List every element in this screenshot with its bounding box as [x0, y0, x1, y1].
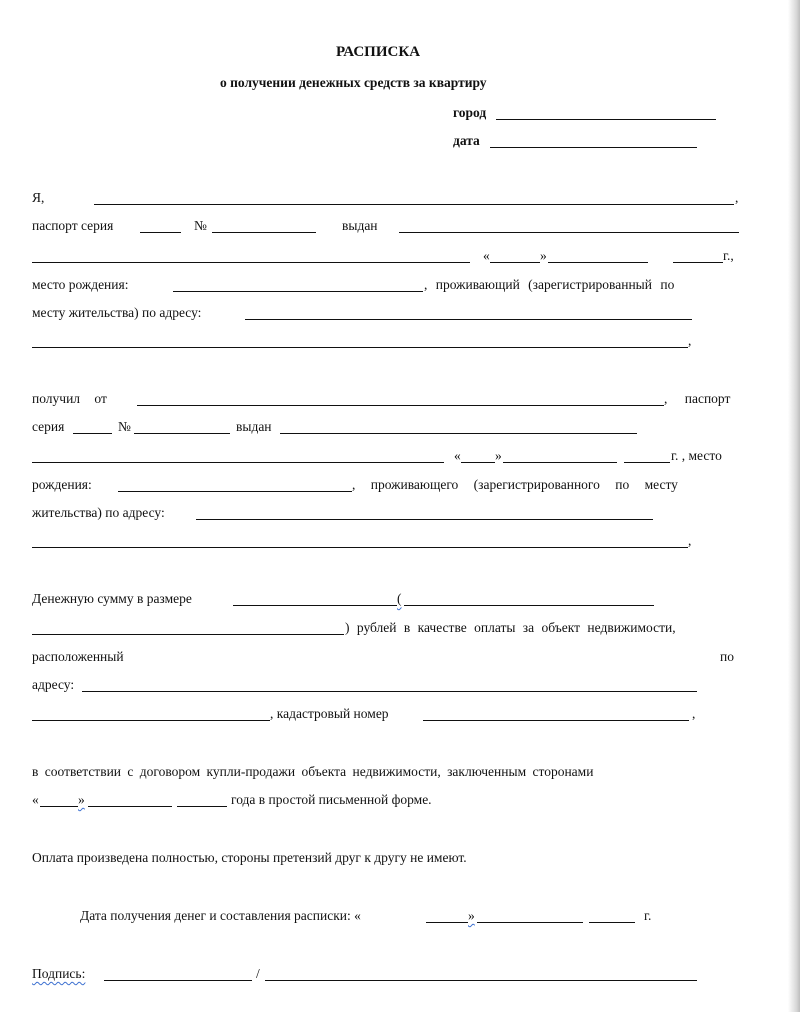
payee-name-field[interactable]: [94, 190, 734, 205]
payee-passport-number-field[interactable]: [212, 218, 316, 233]
quote-close: »: [540, 248, 547, 263]
payer-birthplace-field[interactable]: [118, 477, 352, 492]
page-edge-shadow: [788, 0, 800, 1012]
city-label: город: [453, 105, 487, 120]
payer-issued-by-cont-field[interactable]: [32, 448, 444, 463]
payee-issued-by-field[interactable]: [399, 218, 739, 233]
payee-issue-day-field[interactable]: [490, 248, 540, 263]
payee-passport-series-field[interactable]: [140, 218, 181, 233]
payee-issue-year-field[interactable]: [673, 248, 723, 263]
payer-name-field[interactable]: [137, 391, 664, 406]
year-mark: г.: [644, 908, 652, 923]
agreement-month-field[interactable]: [88, 792, 172, 807]
end-comma: ,: [692, 706, 696, 721]
quote-open: «: [483, 248, 490, 263]
ya-label: Я,: [32, 190, 45, 205]
payer-passport-series-field[interactable]: [73, 419, 112, 434]
issued-label: выдан: [236, 419, 272, 434]
date-field[interactable]: [490, 133, 697, 148]
payee-address-cont-field[interactable]: [32, 333, 688, 348]
property-address-cont-field[interactable]: [32, 706, 270, 721]
payer-issue-month-field[interactable]: [503, 448, 617, 463]
payer-issue-year-field[interactable]: [624, 448, 670, 463]
po-label: по: [720, 649, 734, 664]
year-place-label: г. , место: [671, 448, 722, 463]
comma: ,: [735, 190, 739, 205]
property-address-field[interactable]: [82, 677, 697, 692]
located-label: расположенный: [32, 649, 124, 664]
birthplace-label: место рождения:: [32, 277, 129, 292]
signature-field[interactable]: [104, 966, 252, 981]
residence-address-label: жительства) по адресу:: [32, 505, 165, 520]
quote-close: »: [78, 792, 85, 807]
payee-birthplace-field[interactable]: [173, 277, 423, 292]
series-label: серия: [32, 419, 65, 434]
amount-words-cont-field[interactable]: [32, 620, 344, 635]
receipt-year-field[interactable]: [589, 908, 635, 923]
end-comma: ,: [688, 333, 692, 348]
rubles-label: ) рублей в качестве оплаты за объект недвижимости,: [345, 620, 676, 635]
agreement-year-field[interactable]: [177, 792, 227, 807]
year-mark: г.,: [723, 248, 734, 263]
payer-passport-number-field[interactable]: [134, 419, 230, 434]
year-form-label: года в простой письменной форме.: [231, 792, 432, 807]
quote-close: »: [495, 448, 502, 463]
number-sign: №: [118, 419, 131, 434]
agreement-day-field[interactable]: [40, 792, 78, 807]
cadastral-label: , кадастровый номер: [270, 706, 389, 721]
payer-address-field[interactable]: [196, 505, 653, 520]
passport-series-label: паспорт серия: [32, 218, 114, 233]
address-label: адресу:: [32, 677, 75, 692]
residence-address-label: месту жительства) по адресу:: [32, 305, 202, 320]
document-title: РАСПИСКА: [336, 44, 421, 60]
quote-close: »: [468, 908, 475, 923]
paid-note: Оплата произведена полностью, стороны претензий друг к другу не имеют.: [32, 850, 467, 865]
document-subtitle: о получении денежных средств за квартиру: [220, 75, 487, 90]
birth-label: рождения:: [32, 477, 92, 492]
payer-issued-by-field[interactable]: [280, 419, 637, 434]
payer-address-cont-field[interactable]: [32, 533, 688, 548]
receipt-month-field[interactable]: [477, 908, 583, 923]
receipt-date-label: Дата получения денег и составления расписки: «: [80, 908, 361, 923]
issued-label: выдан: [342, 218, 378, 233]
payer-issue-day-field[interactable]: [461, 448, 495, 463]
residing-label: , проживающего (зарегистрированного по месту: [352, 477, 678, 492]
quote-open: «: [32, 792, 39, 807]
payee-issued-by-cont-field[interactable]: [32, 248, 470, 263]
amount-digits-field[interactable]: [233, 591, 397, 606]
agreement-text: в соответствии с договором купли-продажи объекта недвижимости, заключенным сторонами: [32, 764, 594, 779]
slash: /: [256, 966, 260, 981]
received-from-label: получил от: [32, 391, 107, 406]
signature-name-field[interactable]: [265, 966, 697, 981]
number-sign: №: [194, 218, 207, 233]
passport-label: , паспорт: [664, 391, 731, 406]
receipt-day-field[interactable]: [426, 908, 468, 923]
quote-open: «: [454, 448, 461, 463]
date-label: дата: [453, 133, 480, 148]
signature-label: Подпись:: [32, 966, 86, 981]
amount-label: Денежную сумму в размере: [32, 591, 192, 606]
city-field[interactable]: [496, 105, 716, 120]
end-comma: ,: [688, 533, 692, 548]
paren-open: (: [397, 591, 402, 606]
payee-issue-month-field[interactable]: [548, 248, 648, 263]
amount-words-field[interactable]: [404, 591, 654, 606]
residing-label: , проживающий (зарегистрированный по: [424, 277, 675, 292]
payee-address-field[interactable]: [245, 305, 692, 320]
cadastral-number-field[interactable]: [423, 706, 689, 721]
